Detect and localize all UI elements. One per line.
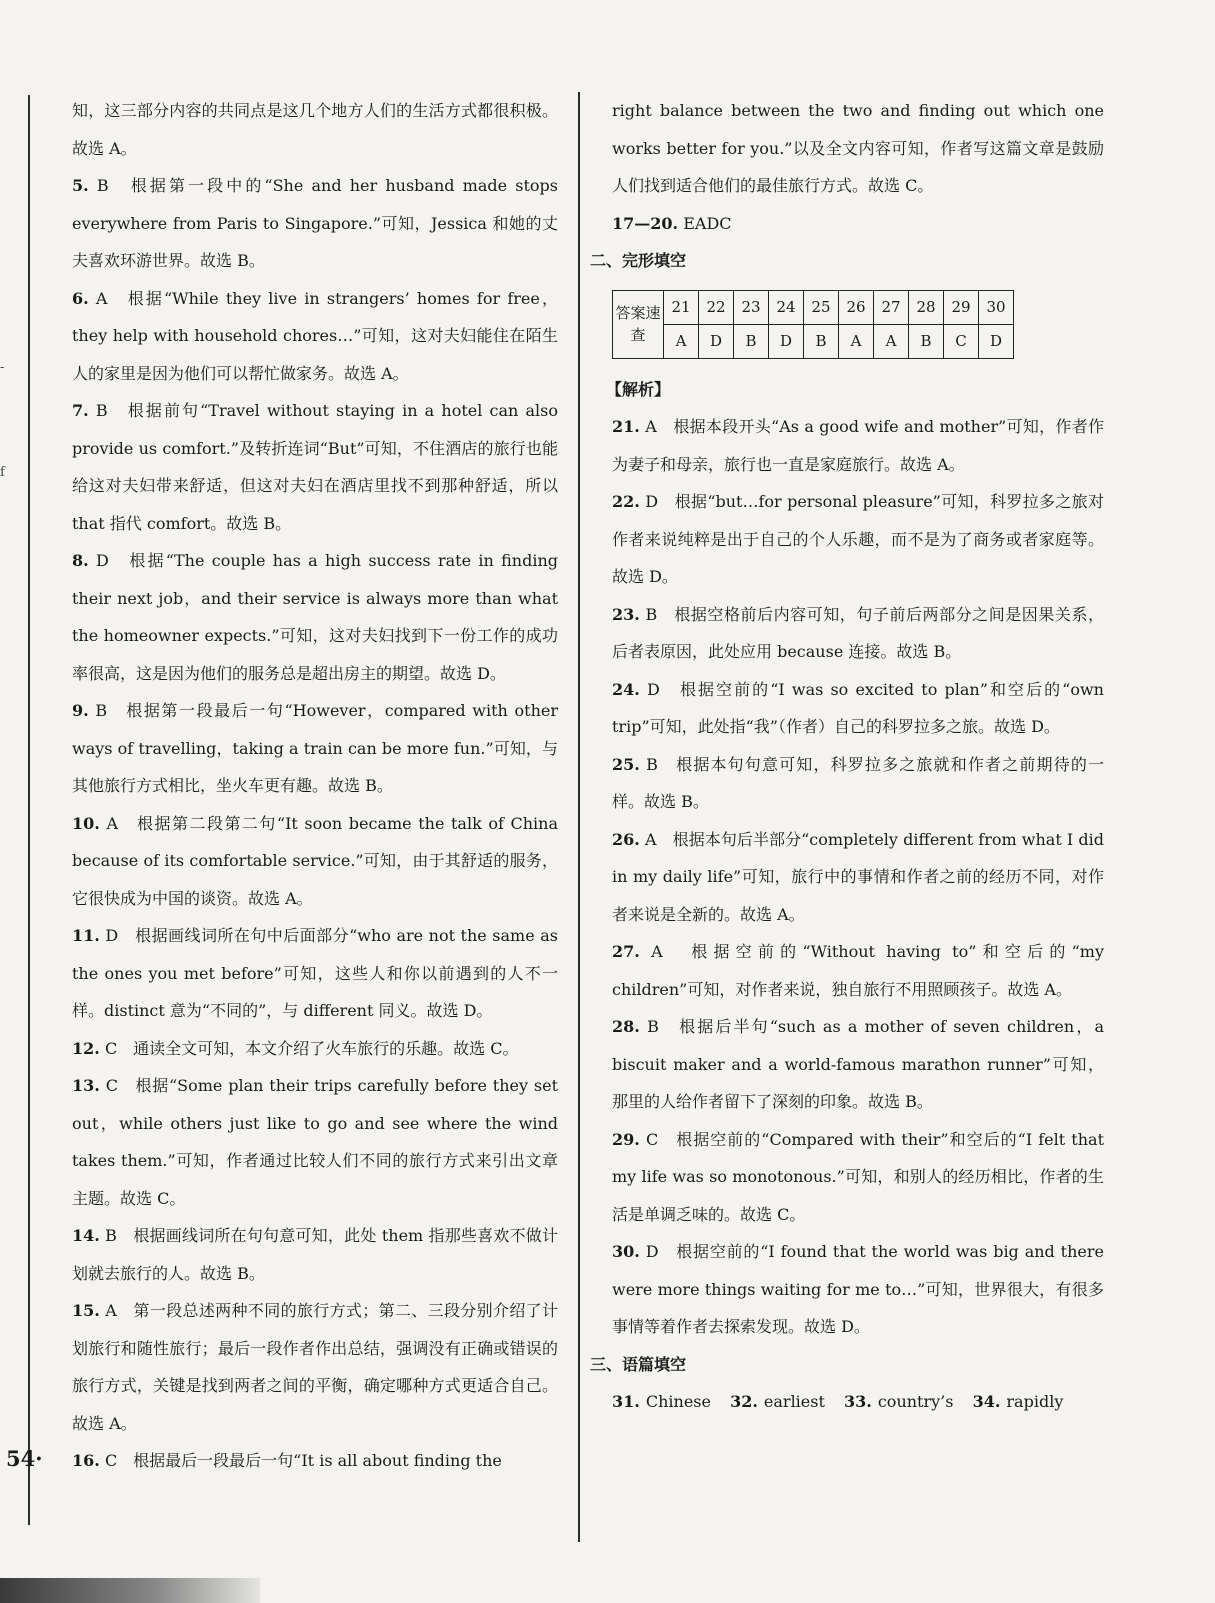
answer-cell: A — [664, 324, 699, 358]
column-divider — [578, 92, 580, 1542]
answer-cell: B — [804, 324, 839, 358]
question-number-cell: 25 — [804, 290, 839, 324]
answer-paragraph: 23. B 根据空格前后内容可知，句子前后两部分之间是因果关系，后者表原因，此处应用 because 连接。故选 B。 — [612, 604, 1104, 661]
right-column — [590, 92, 1104, 1421]
answer-paragraph: 15. A 第一段总述两种不同的旅行方式；第二、三段分别介绍了计划旅行和随性旅行；最后一段作者作出总结，强调没有正确或错误的旅行方式，关键是找到两者之间的平衡，确定哪种方式更适合自己。故选 A。 — [72, 1301, 558, 1433]
fill-answer: 33. country’s — [844, 1392, 954, 1411]
fill-answer: 31. Chinese — [612, 1392, 711, 1411]
answer-cell: D — [979, 324, 1014, 358]
question-number-cell: 27 — [874, 290, 909, 324]
left-column — [72, 92, 558, 1480]
answer-cell: C — [944, 324, 979, 358]
question-number-cell: 29 — [944, 290, 979, 324]
fill-answer: 32. earliest — [730, 1392, 825, 1411]
answer-paragraph: 16. C 根据最后一段最后一句“It is all about finding the — [72, 1451, 502, 1470]
page-number: 54· — [6, 1446, 43, 1471]
answer-paragraph: 24. D 根据空前的“I was so excited to plan”和空后的“own trip”可知，此处指“我”（作者）自己的科罗拉多之旅。故选 D。 — [612, 679, 1104, 736]
answer-paragraph: 11. D 根据画线词所在句中后面部分“who are not the same as the ones you met before”可知，这些人和你以前遇到的人不一样。distinct 意为“不同的”，与 different 同义。故选 D。 — [72, 926, 558, 1020]
answer-quick-check-table — [612, 290, 1014, 359]
answer-paragraph: 13. C 根据“Some plan their trips carefully before they set out，while others just like to go and see where the wind takes them.”可知，作者通过比较人们不同的旅行方式来引出文章主题。故选 C。 — [72, 1076, 558, 1208]
answer-cell: B — [734, 324, 769, 358]
section-title-passage-fill: 三、语篇填空 — [590, 1354, 687, 1374]
question-number-cell: 30 — [979, 290, 1014, 324]
left-margin-rule — [28, 95, 30, 1525]
answer-paragraph: right balance between the two and finding out which one works better for you.”以及全文内容可知，作者写这篇文章是鼓励人们找到适合他们的最佳旅行方式。故选 C。 — [612, 101, 1104, 195]
answer-paragraph: 17—20. EADC — [612, 213, 732, 233]
answer-paragraph: 6. A 根据“While they live in strangers’ homes for free，they help with household chores…”可知，这对夫妇能住在陌生人的家里是因为他们可以帮忙做家务。故选 A。 — [72, 288, 558, 383]
answer-paragraph: 25. B 根据本句句意可知，科罗拉多之旅就和作者之前期待的一样。故选 B。 — [612, 754, 1104, 811]
question-number-cell: 26 — [839, 290, 874, 324]
answer-cell: B — [909, 324, 944, 358]
answer-paragraph: 27. A 根据空前的“Without having to”和空后的“my children”可知，对作者来说，独自旅行不用照顾孩子。故选 A。 — [612, 942, 1104, 999]
answer-paragraph: 28. B 根据后半句“such as a mother of seven children，a biscuit maker and a world-famous marathon runner”可知，那里的人给作者留下了深刻的印象。故选 B。 — [612, 1017, 1104, 1111]
question-number-cell: 24 — [769, 290, 804, 324]
fill-answer: 34. rapidly — [972, 1392, 1064, 1411]
passage-fill-answers — [612, 1383, 1104, 1421]
question-number-cell: 28 — [909, 290, 944, 324]
answer-paragraph: 29. C 根据空前的“Compared with their”和空后的“I felt that my life was so monotonous.”可知，和别人的经历相比，作者的生活是单调乏味的。故选 C。 — [612, 1129, 1104, 1224]
edge-mark: f — [0, 465, 5, 480]
answer-cell: D — [769, 324, 804, 358]
answer-paragraph: 21. A 根据本段开头“As a good wife and mother”可知，作者作为妻子和母亲，旅行也一直是家庭旅行。故选 A。 — [612, 417, 1104, 474]
answer-paragraph: 14. B 根据画线词所在句句意可知，此处 them 指那些喜欢不做计划就去旅行的人。故选 B。 — [72, 1226, 558, 1283]
answer-paragraph: 12. C 通读全文可知，本文介绍了火车旅行的乐趣。故选 C。 — [72, 1038, 519, 1058]
answer-cell: A — [874, 324, 909, 358]
edge-mark: - — [0, 360, 5, 375]
question-number-cell: 23 — [734, 290, 769, 324]
answer-paragraph: 10. A 根据第二段第二句“It soon became the talk of China because of its comfortable service.”可知，由于其舒适的服务，它很快成为中国的谈资。故选 A。 — [72, 813, 558, 908]
answer-paragraph: 8. D 根据“The couple has a high success rate in finding their next job，and their service is always more than what the homeowner expects.”可知，这对夫妇找到下一份工作的成功率很高，这是因为他们的服务总是超出房主的期望。故选 D。 — [72, 551, 558, 683]
answer-paragraph: 22. D 根据“but…for personal pleasure”可知，科罗拉多之旅对作者来说纯粹是出于自己的个人乐趣，而不是为了商务或者家庭等。故选 D。 — [612, 492, 1104, 586]
section-title-cloze: 二、完形填空 — [590, 251, 687, 270]
answer-paragraph: 5. B 根据第一段中的“She and her husband made stops everywhere from Paris to Singapore.”可知，Jessica 和她的丈夫喜欢环游世界。故选 B。 — [72, 176, 558, 270]
answer-paragraph: 知，这三部分内容的共同点是这几个地方人们的生活方式都很积极。故选 A。 — [72, 101, 558, 158]
answer-paragraph: 30. D 根据空前的“I found that the world was big and there were more things waiting for me to…”可知，世界很大，有很多事情等着作者去探索发现。故选 D。 — [612, 1242, 1104, 1336]
answer-cell: A — [839, 324, 874, 358]
answer-paragraph: 9. B 根据第一段最后一句“However，compared with other ways of travelling，taking a train can be more fun.”可知，与其他旅行方式相比，坐火车更有趣。故选 B。 — [72, 701, 558, 795]
answer-paragraph: 26. A 根据本句后半部分“completely different from what I did in my daily life”可知，旅行中的事情和作者之前的经历不同，对作者来说是全新的。故选 A。 — [612, 829, 1104, 924]
question-number-cell: 21 — [664, 290, 699, 324]
analysis-label: 【解析】 — [606, 379, 671, 399]
answer-paragraph: 7. B 根据前句“Travel without staying in a hotel can also provide us comfort.”及转折连词“But”可知，不住酒店的旅行也能给这对夫妇带来舒适，但这对夫妇在酒店里找不到那种舒适，所以 that 指代 comfort。故选 B。 — [72, 401, 558, 533]
answer-cell: D — [699, 324, 734, 358]
table-header-cell: 答案速查 — [613, 290, 664, 358]
question-number-cell: 22 — [699, 290, 734, 324]
scan-edge-bar — [0, 1578, 260, 1603]
